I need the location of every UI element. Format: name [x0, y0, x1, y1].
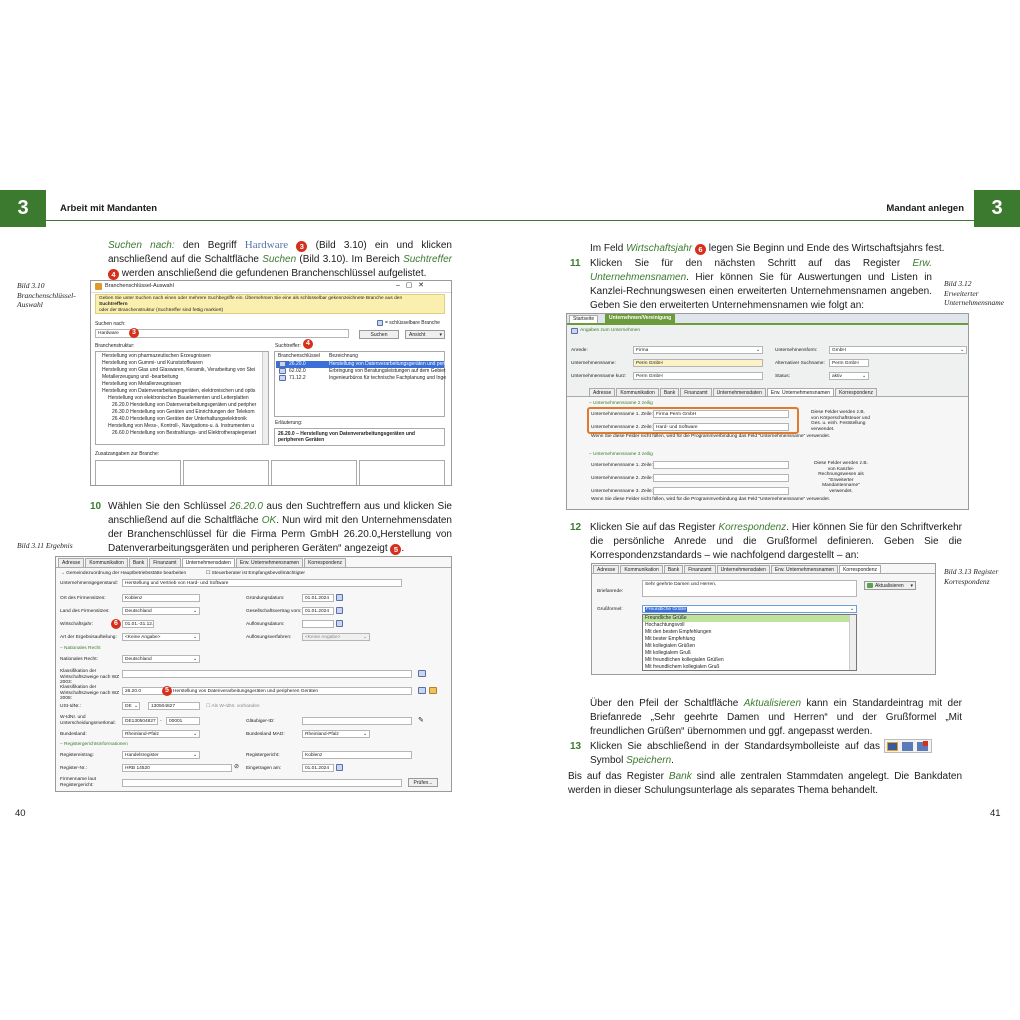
field-label: Gläubiger-ID:	[246, 719, 275, 724]
tree-item[interactable]: Herstellung von pharmazeutischen Erzeugnissen	[102, 353, 211, 359]
tab-communication[interactable]: Kommunikation	[620, 565, 662, 574]
branch-key-icon	[279, 375, 286, 381]
step-11-text: Klicken Sie für den nächsten Schritt auf das Register Erw. Unternehmensnamen. Hier können Sie für Auswertungen und Listen in Kanzlei-Rechnungswesen einen erweiterten Unternehmensnamen angeben. Geben Sie den erweiterten Unternehmensnamen wie folgt an:	[590, 258, 932, 311]
tree-item[interactable]: Herstellung von Mess-, Kontroll-, Navigations-u. ä. Instrumenten u	[108, 423, 255, 429]
view-dropdown[interactable]: Ansicht ▾	[405, 330, 445, 339]
field-label: Unternehmensname 1. Zeile:	[591, 463, 653, 468]
field-label: Auflösungsverfahren:	[246, 635, 292, 640]
tree-scrollbar[interactable]	[262, 352, 268, 444]
list-item[interactable]: Mit bester Empfehlung	[645, 636, 696, 642]
tab-communication[interactable]: Kommunikation	[85, 558, 127, 567]
field-label: Unternehmensname kurz:	[571, 374, 627, 379]
section-register: – Registergerichtsinformationen	[60, 742, 128, 747]
alt-search-name-input[interactable]: Perm GmbH	[829, 359, 869, 367]
field-label: Status:	[775, 374, 790, 379]
tree-item[interactable]: Metallerzeugung und -bearbeitung	[102, 374, 179, 380]
registered-name-input[interactable]	[122, 779, 402, 787]
key-ref: 26.20.0	[229, 501, 263, 512]
tab-address[interactable]: Adresse	[58, 558, 84, 567]
field-label: Briefanrede:	[597, 589, 624, 594]
branch-key-icon	[279, 368, 286, 374]
field-label: Klassifikation der Wirtschaftszweige nach WZ 2003:	[60, 669, 120, 685]
update-paragraph: Über den Pfeil der Schaltfläche Aktualisieren kann ein Standardeintrag mit der Briefanrede „Sehr geehrte Damen und Herren“ und der Grußformel „Mit freundlichen Grüßen“ übernommen und ggf. angepasst werden.	[590, 698, 962, 737]
field-label: Register-Nr.:	[60, 766, 87, 771]
letter-salutation-input[interactable]: Sehr geehrte Damen und Herren,	[642, 580, 857, 597]
tab-extended-names[interactable]: Erw. Unternehmensnamen	[236, 558, 303, 567]
screenshot-company-data	[55, 556, 452, 792]
list-item[interactable]: Mit freundlichen kollegialen Grüßen	[645, 657, 724, 663]
calendar-icon[interactable]	[336, 594, 343, 601]
name3-line-2-input[interactable]	[653, 474, 789, 482]
hint-text: Diese Felder werden z.B. von Kanzlei-Rechnungswesen als "Erweiterter Mandantenname" verwendet.	[814, 461, 868, 494]
edit-icon[interactable]: ✎	[418, 717, 424, 724]
field-label: Gesellschaftsvertrag vom:	[246, 609, 302, 614]
branch-key-icon	[279, 361, 286, 367]
hint-text: Wenn Sie diese Felder nicht füllen, wird für die Programmverbindung das Feld "Unternehmensname" verwendet.	[591, 434, 831, 439]
field-label: Wirtschaftsjahr:	[60, 622, 94, 627]
tree-item[interactable]: Herstellung von Glas und Glaswaren, Keramik, Verarbeitung von Stei	[102, 367, 256, 373]
branch-key-icon	[377, 320, 383, 326]
list-item[interactable]: Mit kollegialem Gruß	[645, 650, 691, 656]
field-label: Registereintrag:	[60, 753, 94, 758]
national-law-select[interactable]: Deutschland ⌄	[122, 655, 200, 663]
profit-split-select[interactable]: <Keine Angabe> ⌄	[122, 633, 200, 641]
short-name-input[interactable]: Perm GmbH	[633, 372, 763, 380]
button-ref-ok: OK	[261, 515, 277, 526]
tab-company-data[interactable]: Unternehmensdaten	[182, 558, 235, 567]
name-line-2-input[interactable]: Hard- und Software	[653, 423, 789, 431]
branch-tree[interactable]	[95, 351, 269, 445]
field-label: Unternehmensname 2. Zeile:	[591, 425, 653, 430]
tab-tax-office[interactable]: Finanzamt	[680, 388, 711, 397]
field-label: Unternehmensform:	[775, 348, 818, 353]
tab-bank[interactable]: Bank	[129, 558, 148, 567]
button-ref-save: Speichern	[626, 755, 672, 766]
save-new-icon[interactable]	[902, 742, 913, 751]
status-select[interactable]: aktiv ⌄	[829, 372, 869, 380]
field-label: W-IdNr. und Unterscheidungsmerkmal:	[60, 715, 116, 726]
button-ref-search: Suchen	[262, 254, 297, 265]
register-type-select[interactable]: Handelsregister ⌄	[122, 751, 200, 759]
extra-field-3[interactable]	[271, 460, 357, 486]
intro-paragraph: Suchen nach: den Begriff Hardware 3 (Bild 3.10) ein und klicken anschließend auf die Schaltfläche Suchen (Bild 3.10). Im Bereich Suchtreffer 4 werden anschließend die gefundenen Branchenschlüssel aufgelistet.	[108, 239, 452, 279]
tab-company-data[interactable]: Unternehmensdaten	[717, 565, 770, 574]
tab-divider	[56, 567, 452, 568]
tab-ref-bank: Bank	[668, 771, 692, 782]
hit-description: Erbringung von Beratungsleistungen auf dem Gebiet	[329, 368, 446, 374]
field-label: Gründungsdatum:	[246, 596, 285, 601]
field-label: Land des Firmensitzes:	[60, 609, 110, 614]
field-label: Grußformel:	[597, 607, 623, 612]
marker-4: 4	[108, 269, 119, 280]
tab-home[interactable]: Startseite	[569, 315, 598, 324]
tree-item[interactable]: Herstellung von Datenverarbeitungsgeräten, elektronischen und optis	[102, 388, 256, 394]
search-term: Hardware	[244, 239, 289, 251]
economic-id-suffix-input[interactable]: 00001	[166, 717, 200, 725]
list-item[interactable]: Mit kollegialen Grüßen	[645, 643, 696, 649]
field-label: Art der Ergebnisaufteilung:	[60, 635, 117, 640]
list-item[interactable]: Mit den besten Empfehlungen	[645, 629, 712, 635]
field-label: Unternehmensname 1. Zeile:	[591, 412, 653, 417]
classification-2003-input[interactable]	[122, 670, 412, 678]
screenshot-branch-key-dialog	[90, 280, 452, 486]
closing-dropdown-list[interactable]	[642, 614, 857, 671]
explanation-box	[274, 428, 445, 446]
closing-select[interactable]: Freundliche Grüße ⌄	[642, 605, 857, 613]
search-label: Suchen nach:	[95, 321, 126, 327]
tab-correspondence[interactable]: Korrespondenz	[839, 565, 881, 574]
section-title: Mandant anlegen	[886, 203, 964, 214]
fiscal-year-input[interactable]: 01.01.-31.12.	[122, 620, 154, 628]
info-text-1: Geben Sie unter Suchen nach einen oder mehrere Suchbegriffe ein. Übernehmen Sie eine als schlüsselbar gekennzeichnete Branche aus den	[99, 296, 403, 301]
classification-2008-input[interactable]: 26.20.0 Herstellung von Datenverarbeitungsgeräten und peripheren Geräten	[122, 687, 412, 695]
step-number-11: 11	[570, 258, 581, 269]
closing-paragraph: Bis auf das Register Bank sind alle zentralen Stammdaten angelegt. Die Bankdaten werden in dieser Schulungsunterlage als separates Thema behandelt.	[568, 771, 963, 796]
field-label: Registergericht:	[246, 753, 280, 758]
tab-divider	[592, 573, 936, 574]
area-ref-hits: Suchtreffer	[403, 254, 452, 265]
fiscal-year-paragraph: Im Feld Wirtschaftsjahr 6 legen Sie Beginn und Ende des Wirtschaftsjahrs fest.	[590, 243, 945, 254]
tab-bank[interactable]: Bank	[664, 565, 683, 574]
tree-item[interactable]: Herstellung von Gummi- und Kunststoffwaren	[102, 360, 203, 366]
screenshot-correspondence	[591, 563, 936, 675]
extra-field-2[interactable]	[183, 460, 269, 486]
chapter-number-badge-right: 3	[974, 190, 1020, 227]
step-number-12: 12	[570, 522, 582, 533]
hit-description: Herstellung von Datenverarbeitungsgeräten und peri	[329, 361, 446, 367]
marker-5: 5	[390, 544, 401, 555]
header-panel	[567, 325, 969, 396]
marker-6: 6	[695, 244, 706, 255]
chapter-number-badge: 3	[0, 190, 46, 227]
hits-label: Suchtreffer:	[275, 343, 301, 349]
field-label: Unternehmensname 2. Zeile:	[591, 476, 653, 481]
tab-ref-correspondence: Korrespondenz	[718, 522, 787, 533]
save-icon[interactable]	[887, 742, 898, 751]
tab-correspondence[interactable]: Korrespondenz	[304, 558, 346, 567]
field-label: Auflösungsdatum:	[246, 622, 285, 627]
hits-table[interactable]	[274, 351, 445, 417]
name3-line-3-input[interactable]	[653, 487, 789, 495]
country-select[interactable]: Deutschland ⌄	[122, 607, 200, 615]
tab-extended-names[interactable]: Erw. Unternehmensnamen	[767, 388, 834, 397]
list-item[interactable]: Hochachtungsvoll	[645, 622, 685, 628]
contract-date-input[interactable]: 01.01.2024	[302, 607, 334, 615]
tree-item[interactable]: 26.30.0 Herstellung von Geräten und Einrichtungen der Telekom	[112, 409, 255, 415]
info-text-2: Suchtreffern	[99, 302, 128, 307]
tab-tax-office[interactable]: Finanzamt	[149, 558, 180, 567]
vat-id-input[interactable]: 130504827	[148, 702, 200, 710]
field-label: Ort des Firmensitzes:	[60, 596, 106, 601]
field-label: Eingetragen am:	[246, 766, 282, 771]
municipality-link[interactable]: → Gemeindezuordnung der Hauptbetriebsstätte bearbeiten	[60, 571, 187, 576]
field-label: Unternehmensname 3. Zeile:	[591, 489, 653, 494]
column-header-key: Branchenschlüssel	[278, 353, 320, 359]
field-label: Anrede:	[571, 348, 588, 353]
dissolution-method-select[interactable]: <Keine Angabe> ⌄	[302, 633, 370, 641]
field-label: Klassifikation der Wirtschaftszweige nach WZ 2008:	[60, 685, 120, 701]
field-label: Bundesland:	[60, 732, 87, 737]
marker-6-shot: 6	[111, 619, 121, 629]
name-line-1-input[interactable]: Firma Perm GmbH	[653, 410, 789, 418]
vat-country-select[interactable]: DE ⌄	[122, 702, 140, 710]
tab-address[interactable]: Adresse	[589, 388, 615, 397]
figure-caption-3-12: Bild 3.12 Erweiterter Unternehmensname	[944, 279, 1004, 307]
header-divider	[46, 220, 510, 221]
folder-icon[interactable]	[429, 687, 437, 694]
tree-item[interactable]: 26.40.0 Herstellung von Geräten der Unterhaltungselektronik	[112, 416, 247, 422]
advisor-checkbox[interactable]: ☐ Steuerberater ist Empfangsbevollmächtigter	[206, 571, 305, 576]
tab-bank[interactable]: Bank	[660, 388, 679, 397]
register-court-input[interactable]: Koblenz	[302, 751, 412, 759]
list-item[interactable]: Freundliche Grüße	[645, 615, 687, 621]
field-ref-fiscal-year: Wirtschaftsjahr	[626, 243, 693, 254]
extra-field-1[interactable]	[95, 460, 181, 486]
field-label: Nationales Recht:	[60, 657, 98, 662]
hint-text: Wenn Sie diese Felder nicht füllen, wird für die Programmverbindung das Feld "Unternehmensname" verwendet.	[591, 497, 831, 502]
registration-date-input[interactable]: 01.01.2024	[302, 764, 334, 772]
extra-info-label: Zusatzangaben zur Branche:	[95, 451, 160, 457]
name3-line-1-input[interactable]	[653, 461, 789, 469]
column-header-description: Bezeichnung	[329, 353, 358, 359]
screenshot-extended-names	[566, 313, 969, 510]
field-ref-search: Suchen nach:	[108, 240, 175, 251]
figure-caption-3-13: Bild 3.13 Register Korrespondenz	[944, 567, 999, 586]
vat-note[interactable]: ☐ Als W-IdNr. vorhanden	[206, 704, 260, 709]
chapter-title: Arbeit mit Mandanten	[60, 203, 158, 214]
state-mad-select[interactable]: Rheinland-Pfalz ⌄	[302, 730, 370, 738]
hit-description: Ingenieurbüros für technische Fachplanung und Inge	[329, 375, 447, 381]
figure-caption-3-10: Bild 3.10 Branchenschlüssel-Auswahl	[17, 281, 76, 309]
hint-text: Diese Felder werden z.B. von Körperschaftsteuer und Ges. u. einh. Feststellung verwendet.	[811, 410, 870, 432]
tab-correspondence[interactable]: Korrespondenz	[835, 388, 877, 397]
field-label: Firmenname laut Registergericht:	[60, 777, 96, 788]
business-purpose-input[interactable]: Herstellung und Vertrieb von Hard- und Software	[122, 579, 402, 587]
step-10-text: Wählen Sie den Schlüssel 26.20.0 aus den Suchtreffern aus und klicken Sie anschließend auf die Schaltfläche OK. Nun wird mit den Unternehmensdaten der Branchenschlüssel für die Firma Perm GmbH 26.20.0„Herstellung von Datenverarbeitungsgeräten und peripheren Geräten“ angezeigt 5 .	[108, 501, 452, 554]
field-label: Bundesland MAD:	[246, 732, 285, 737]
tree-item[interactable]: Herstellung von Metallerzeugnissen	[102, 381, 182, 387]
field-label: Unternehmensname:	[571, 361, 616, 366]
check-button[interactable]: Prüfen...	[408, 778, 438, 787]
field-label: Unternehmensgegenstand:	[60, 581, 118, 586]
tab-ref-extended-names: Erw. Unternehmensnamen	[590, 258, 932, 283]
marker-3: 3	[296, 241, 307, 252]
tree-item[interactable]: 26.20.0 Herstellung von Datenverarbeitungsgeräten und peripher	[112, 402, 257, 408]
founding-date-input[interactable]: 01.01.2024	[302, 594, 334, 602]
tab-communication[interactable]: Kommunikation	[616, 388, 658, 397]
list-item[interactable]: Mit freundlichem kollegialen Gruß	[645, 664, 720, 670]
step-13-text: Klicken Sie abschließend in der Standardsymbolleiste auf das Symbol Speichern.	[590, 741, 880, 766]
step-12-text: Klicken Sie auf das Register Korrespondenz. Hier können Sie für den Schriftverkehr die persönliche Anrede und die Grußformel definieren. Geben Sie die Korrespondenzstandards – wie nachfolgend dargestellt – an:	[590, 522, 962, 561]
tree-item[interactable]: 26.60.0 Herstellung von Bestrahlungs- und Elektrotherapiegeraet	[112, 430, 256, 436]
tab-bar	[58, 558, 347, 567]
section-three-line-name: – Unternehmensname 3 zeilig	[589, 452, 653, 457]
field-label: USt-IdNr.:	[60, 704, 82, 709]
page-number-right: 41	[990, 808, 1001, 819]
tab-company[interactable]: Unternehmen/Vereinigung	[605, 314, 675, 323]
header-divider-right	[510, 220, 974, 221]
calendar-icon[interactable]	[336, 620, 343, 627]
extra-field-4[interactable]	[359, 460, 445, 486]
step-number-13: 13	[570, 741, 582, 752]
legend-text: = schlüsselbare Branche	[385, 320, 440, 326]
refresh-icon	[867, 583, 873, 588]
city-input[interactable]: Koblenz	[122, 594, 200, 602]
marker-3-shot: 3	[129, 328, 139, 338]
hit-key: 62.02.0	[289, 368, 306, 374]
tree-item[interactable]: Herstellung von elektronischen Bauelementen und Leiterplatten	[108, 395, 249, 401]
search-input[interactable]: Hardware	[95, 329, 349, 338]
company-name-input[interactable]: Perm GmbH	[633, 359, 763, 367]
lookup-icon[interactable]	[418, 670, 426, 677]
legal-form-select[interactable]: GmbH ⌄	[829, 346, 967, 354]
history-icon[interactable]: ⊘	[234, 764, 240, 770]
state-select[interactable]: Rheinland-Pfalz ⌄	[122, 730, 200, 738]
update-button[interactable]: Aktualisieren ▾	[864, 581, 916, 590]
app-icon	[95, 283, 102, 290]
tab-company-data[interactable]: Unternehmensdaten	[713, 388, 766, 397]
company-icon	[571, 328, 578, 334]
explanation-label: Erläuterung:	[275, 420, 303, 426]
hit-key: 71.12.2	[289, 375, 306, 381]
list-scrollbar[interactable]	[849, 615, 856, 670]
explanation-text: 26.20.0 – Herstellung von Datenverarbeitungsgeräten und peripheren Geräten	[278, 431, 415, 443]
section-national-law: – Nationales Recht	[60, 646, 101, 651]
structure-label: Branchenstruktur:	[95, 343, 135, 349]
calendar-icon[interactable]	[336, 764, 343, 771]
close-badge-icon	[923, 741, 928, 746]
dissolution-date-input[interactable]	[302, 620, 334, 628]
button-ref-update: Aktualisieren	[743, 698, 802, 709]
tab-divider	[567, 396, 969, 397]
window-controls[interactable]: – ▢ ✕	[396, 282, 425, 289]
economic-id-input[interactable]: DE130504827	[122, 717, 158, 725]
marker-4-shot: 4	[303, 339, 313, 349]
creditor-id-input[interactable]	[302, 717, 412, 725]
tab-extended-names[interactable]: Erw. Unternehmensnamen	[771, 565, 838, 574]
register-number-input[interactable]: HRB 14520	[122, 764, 232, 772]
salutation-select[interactable]: Firma ⌄	[633, 346, 763, 354]
lookup-icon[interactable]	[418, 687, 426, 694]
dialog-title: Branchenschlüssel-Auswahl	[105, 283, 174, 289]
section-company-info: Angaben zum Unternehmen	[580, 328, 640, 333]
tab-tax-office[interactable]: Finanzamt	[684, 565, 715, 574]
section-two-line-name: – Unternehmensname 2 zeilig	[589, 401, 653, 406]
page-number-left: 40	[15, 808, 26, 819]
calendar-icon[interactable]	[336, 607, 343, 614]
step-number-10: 10	[90, 501, 102, 512]
search-button[interactable]: Suchen	[359, 330, 399, 339]
figure-caption-3-11: Bild 3.11 Ergebnis	[17, 541, 73, 550]
marker-5-shot: 5	[162, 686, 172, 696]
tab-address[interactable]: Adresse	[593, 565, 619, 574]
info-text-3: oder der Branchenstruktur (Suchtreffer sind fettig markiert)	[99, 308, 224, 313]
hit-key: 26.20.0	[289, 361, 306, 367]
toolbar-icons	[884, 739, 932, 753]
field-label: Alternativer Suchname:	[775, 361, 825, 366]
dash-separator: -	[160, 719, 162, 724]
